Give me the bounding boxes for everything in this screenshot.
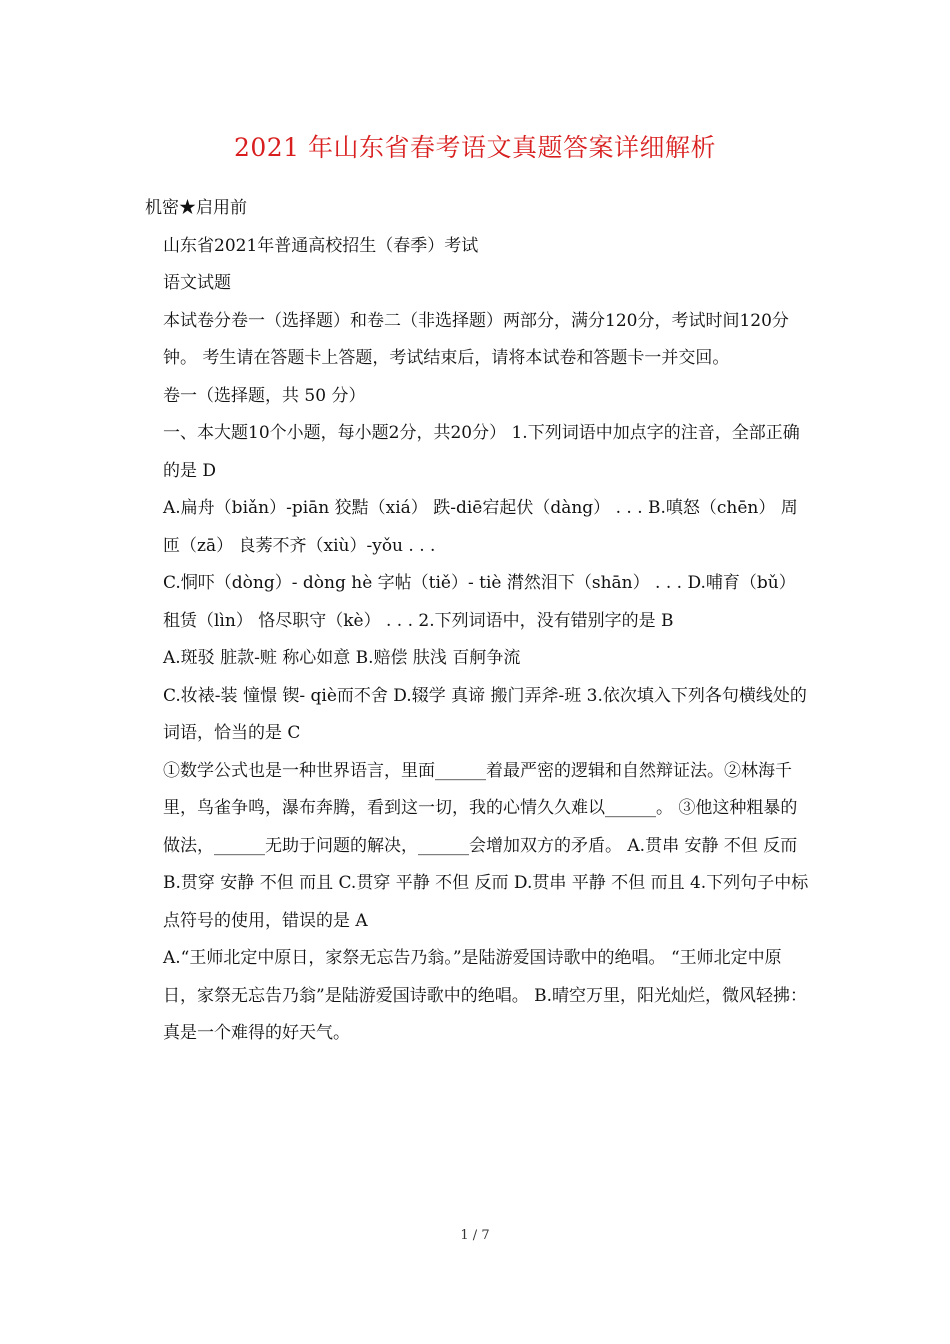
paragraph: A.扁舟（biǎn）-piān 狡黠（xiá） 跌-diē宕起伏（dàng） . . . B.嗔怒（chēn） 周匝（zā） 良莠不齐（xiù）-yǒu . . .: [163, 498, 798, 556]
paragraph: 一、本大题10个小题，每小题2分，共20分） 1.下列词语中加点字的注音，全部正确的是 D: [163, 423, 800, 481]
paragraph: 语文试题: [163, 273, 231, 293]
paragraph: 卷一（选择题，共 50 分）: [163, 385, 366, 406]
paragraph: ①数学公式也是一种世界语言，里面______着最严密的逻辑和自然辩证法。②林海千里，鸟雀争鸣，瀑布奔腾，看到这一切，我的心情久久难以______。 ③他这种粗暴的做法，______无助于问题的解决，______会增加双方的矛盾。 A.贯串 安静 不但 反而 B.贯穿 安静 不但 而且 C.贯穿 平静 不但 反而 D.贯串 平静 不但 而且 4.下列句子中标点符号的使用，错误的是 A: [163, 760, 809, 931]
paragraph: 山东省2021年普通高校招生（春季）考试: [163, 235, 479, 256]
paragraph: A.“王师北定中原日，家祭无忘告乃翁。”是陆游爱国诗歌中的绝唱。 “王师北定中原日，家祭无忘告乃翁”是陆游爱国诗歌中的绝唱。 B.晴空万里，阳光灿烂，微风轻拂：真是一个难得的好天气。: [163, 948, 807, 1043]
document-body: [145, 190, 810, 1053]
paragraph: A.斑驳 脏款-赃 称心如意 B.赔偿 肤浅 百舸争流: [163, 648, 521, 668]
paragraph: C.恫吓（dòng）- dòng hè 字帖（tiě）- tiè 潸然泪下（shān） . . . D.哺育（bǔ） 租赁（lìn） 恪尽职守（kè） . . . 2.下列词语中，没有错别字的是 B: [163, 573, 802, 631]
paragraph: C.妆裱-装 憧憬 锲- qiè而不舍 D.辍学 真谛 搬门弄斧-班 3.依次填入下列各句横线处的词语，恰当的是 C: [163, 685, 807, 743]
page-number: 1 / 7: [460, 1228, 490, 1243]
document-title: 2021 年山东省春考语文真题答案详细解析: [233, 133, 717, 162]
paragraph: 本试卷分卷一（选择题）和卷二（非选择题）两部分，满分120分，考试时间120分钟。 考生请在答题卡上答题，考试结束后，请将本试卷和答题卡一并交回。: [163, 310, 789, 368]
paragraph: 机密★启用前: [145, 198, 247, 218]
